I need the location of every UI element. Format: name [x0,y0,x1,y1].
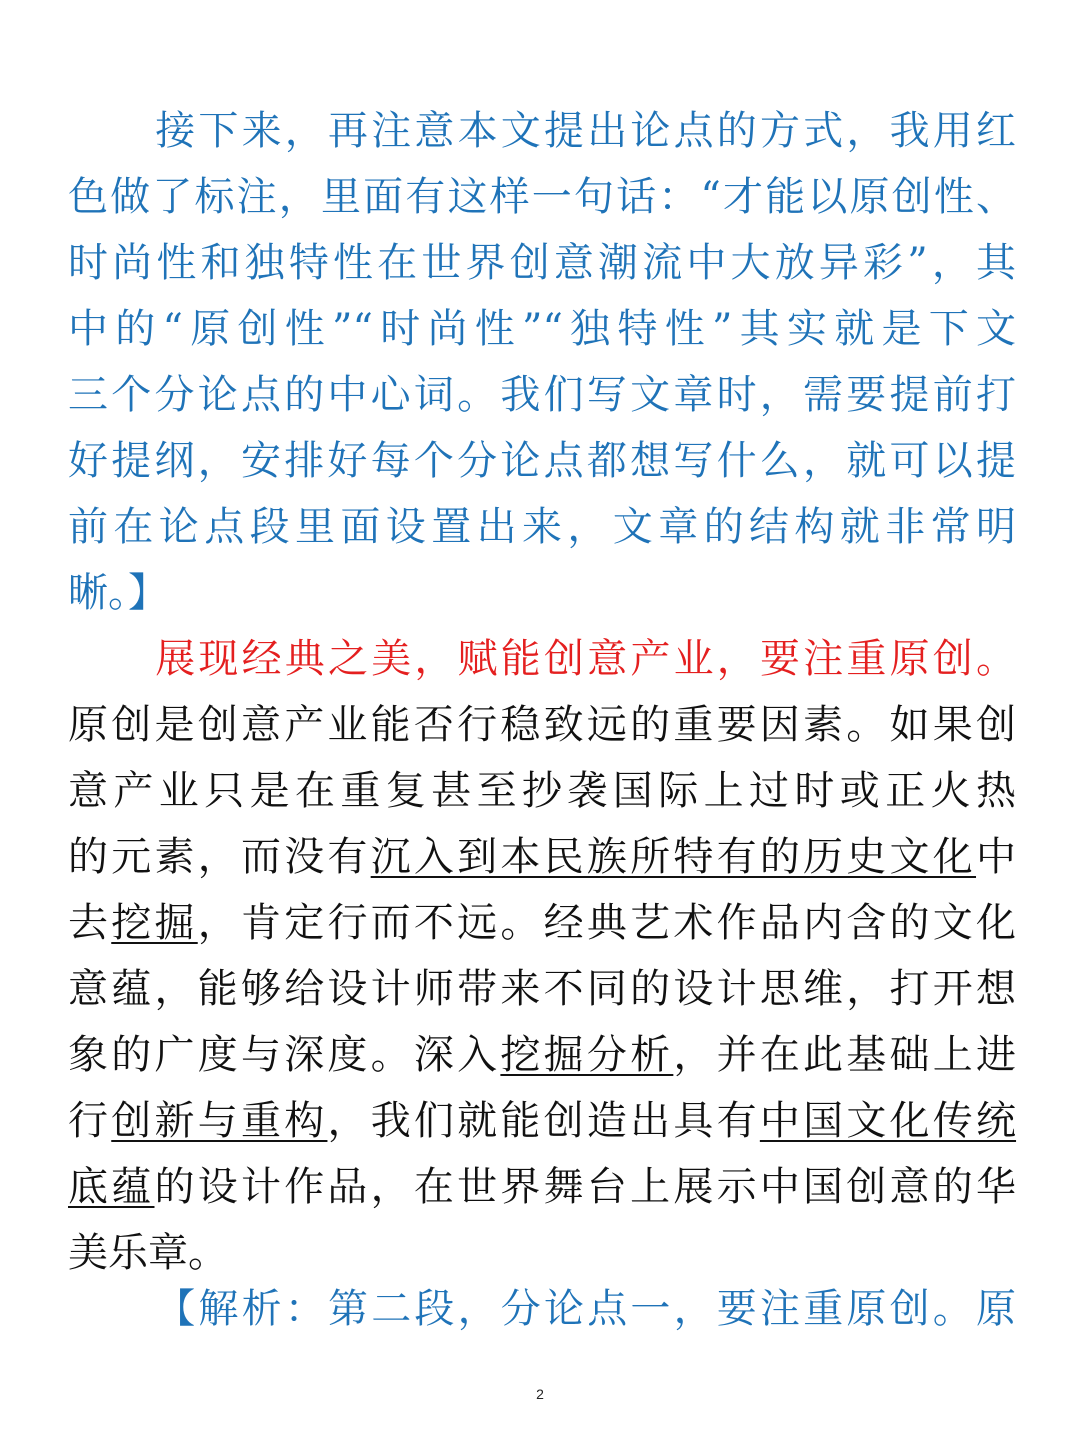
underlined-phrase: 挖掘分析 [500,1032,674,1078]
thesis-sentence: 展现经典之美，赋能创意产业，要注重原创。 [152,636,1016,682]
analysis-line-4: 中的“原创性”“时尚性”“独特性”其实就是下文 [68,306,1016,352]
underlined-phrase: 创新与重构 [111,1098,328,1144]
analysis-line-1: 接下来，再注意本文提出论点的方式，我用红 [152,108,1016,154]
analysis-line-7: 前在论点段里面设置出来，文章的结构就非常明 [68,504,1016,550]
body-line-5: 意蕴，能够给设计师带来不同的设计思维，打开想 [68,966,1016,1012]
page-number: 2 [536,1386,544,1402]
body-line-6 [68,1022,1016,1088]
body-line-9: 美乐章。 [68,1230,228,1276]
analysis-2-line-1: 【解析：第二段，分论点一，要注重原创。原 [152,1286,1016,1332]
analysis-line-6: 好提纲，安排好每个分论点都想写什么，就可以提 [68,438,1016,484]
analysis-line-8: 晰。】 [68,570,168,616]
body-text: 的设计作品，在世界舞台上展示中国创意的华 [154,1164,1017,1210]
analysis-line-2: 色做了标注，里面有这样一句话：“才能以原创性、 [68,174,1016,220]
underlined-phrase: 底蕴 [68,1164,155,1210]
body-text: ，肯定行而不远。经典艺术作品内含的文化 [197,900,1017,946]
underlined-phrase: 沉入到本民族所特有的历史文化 [370,834,977,880]
body-text: 行 [68,1098,112,1144]
document-page [68,0,1016,1439]
body-line-4 [68,890,1016,956]
analysis-line-3: 时尚性和独特性在世界创意潮流中大放异彩”，其 [68,240,1016,286]
underlined-phrase: 挖掘 [111,900,198,946]
body-text: 中 [976,834,1017,880]
body-text: 去 [68,900,112,946]
body-line-8 [68,1154,1016,1220]
body-line-3 [68,824,1016,890]
body-line-2: 意产业只是在重复甚至抄袭国际上过时或正火热 [68,768,1016,814]
body-text: ，我们就能创造出具有 [327,1098,760,1144]
body-text: 象的广度与深度。深入 [68,1032,501,1078]
body-line-7 [68,1088,1016,1154]
underlined-phrase: 中国文化传统 [759,1098,1017,1144]
body-text: 的元素，而没有 [68,834,371,880]
body-line-1: 原创是创意产业能否行稳致远的重要因素。如果创 [68,702,1016,748]
body-text: ，并在此基础上进 [673,1032,1017,1078]
analysis-line-5: 三个分论点的中心词。我们写文章时，需要提前打 [68,372,1016,418]
